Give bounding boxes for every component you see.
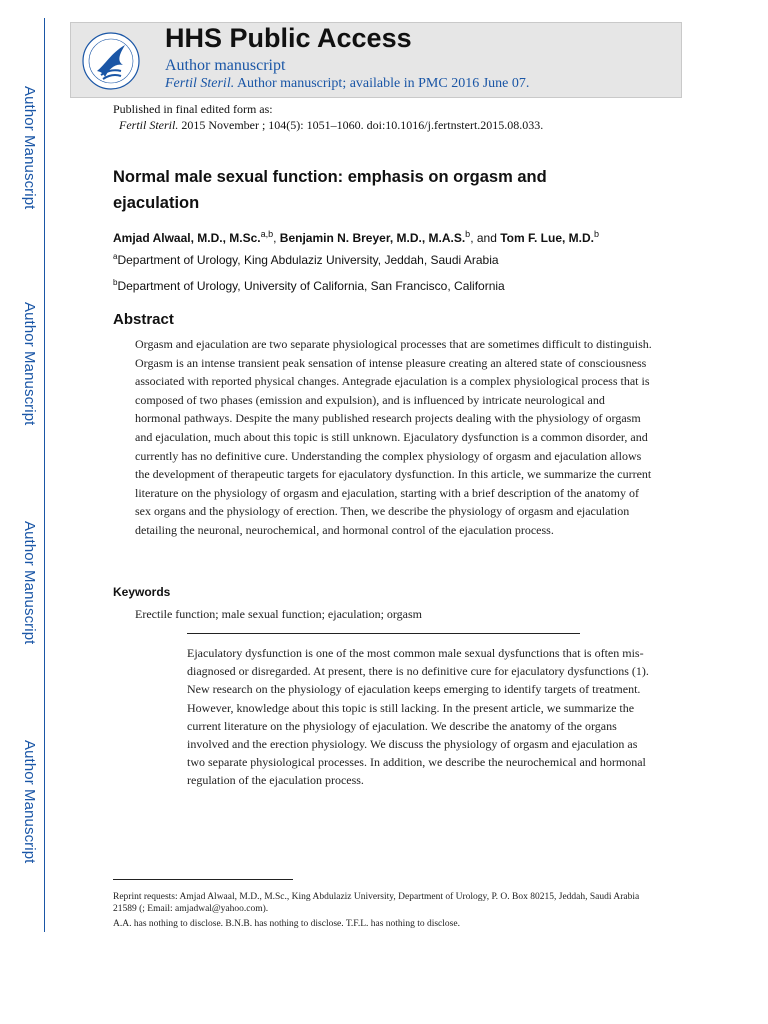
article-title: Normal male sexual function: emphasis on orgasm and ejaculation xyxy=(113,168,547,212)
affiliation-text: Department of Urology, University of California, San Francisco, California xyxy=(117,279,505,293)
hhs-eagle-seal-icon xyxy=(81,31,141,91)
affiliation xyxy=(113,252,499,267)
availability-text: Author manuscript; available in PMC 2016 June 07. xyxy=(234,76,530,91)
author-name: Tom F. Lue, M.D. xyxy=(500,231,594,245)
keywords-text: Erectile function; male sexual function; ejaculation; orgasm xyxy=(135,607,423,621)
published-note xyxy=(113,101,543,133)
author-manuscript-label: Author Manuscript xyxy=(21,302,38,426)
manuscript-subtitle: Author manuscript xyxy=(165,57,286,74)
citation xyxy=(113,117,543,133)
abstract-text: Orgasm and ejaculation are two separate physiological processes that are sometimes difficult to distinguish. Orgasm is an intense transient peak sensation of intense pleasure creating an altered state of consciousness associated with reported physical changes. Antegrade ejaculation is a complex physiological process that is composed of two phases (emission and expulsion), and is influenced by intricate neurological and hormonal pathways. Despite the many published research projects dealing with the physiology of orgasm and ejaculation, much about this topic is still unknown. Ejaculatory dysfunction is a common disorder, and currently has no definitive cure. Understanding the complex physiology of orgasm and ejaculation allows the development of therapeutic targets for ejaculatory dysfunction. In this article, we summarize the current literature on the physiology of orgasm and ejaculation, starting with a brief description of the anatomy of sex organs and the physiology of erection. Then, we describe the physiology of orgasm and ejaculation detailing the neuronal, neurochemical, and hormonal control of the ejaculation process. xyxy=(135,337,652,537)
author-manuscript-label: Author Manuscript xyxy=(21,521,38,645)
abstract-heading: Abstract xyxy=(113,311,174,328)
affiliation xyxy=(113,278,505,293)
author-list xyxy=(113,229,599,245)
author-affil-sup: b xyxy=(465,229,471,239)
citation-details: 2015 November ; 104(5): 1051–1060. doi:10.1016/j.fertnstert.2015.08.033. xyxy=(178,118,544,132)
author-name: Amjad Alwaal, M.D., M.Sc. xyxy=(113,231,261,245)
published-label: Published in final edited form as: xyxy=(113,102,273,116)
author-manuscript-label: Author Manuscript xyxy=(21,740,38,864)
author-affil-sup: a,b xyxy=(260,229,274,239)
author-affil-sup: b xyxy=(594,229,600,239)
affiliation-text: Department of Urology, King Abdulaziz University, Jeddah, Saudi Arabia xyxy=(117,253,499,267)
availability-line xyxy=(165,76,529,92)
section-divider xyxy=(187,633,580,634)
page-title: HHS Public Access xyxy=(165,23,412,53)
intro-paragraph: Ejaculatory dysfunction is one of the most common male sexual dysfunctions that is often mis-diagnosed or disregarded. At present, there is no definitive cure for ejaculatory dysfunctions (1). New research on the physiology of ejaculation keeps emerging to identify targets of treatment. However, knowledge about this topic is still lacking. In the present article, we summarize the current literature on the physiology of ejaculation. We describe the anatomy of the organs involved and the erection physiology. We discuss the physiology of orgasm and ejaculation as two separate physiological processes. In addition, we describe the neurochemical and hormonal regulation of the ejaculation process. xyxy=(187,646,649,788)
citation-journal: Fertil Steril. xyxy=(119,118,179,132)
affiliation-sup: b xyxy=(113,278,118,287)
footnote-divider xyxy=(113,879,293,880)
author-separator: , and xyxy=(470,231,501,245)
author-manuscript-label: Author Manuscript xyxy=(21,86,38,210)
margin-rule xyxy=(44,18,45,932)
journal-name: Fertil Steril. xyxy=(165,76,235,91)
keywords-heading: Keywords xyxy=(113,585,171,599)
disclosure-footnote: A.A. has nothing to disclose. B.N.B. has nothing to disclose. T.F.L. has nothing to disclose. xyxy=(113,919,460,929)
reprint-footnote: Reprint requests: Amjad Alwaal, M.D., M.Sc., King Abdulaziz University, Department of Urology, P. O. Box 80215, Jeddah, Saudi Arabia 21589 (; Email: amjadwal@yahoo.com). xyxy=(113,892,640,914)
author-name: Benjamin N. Breyer, M.D., M.A.S. xyxy=(279,231,466,245)
affiliation-sup: a xyxy=(113,252,118,261)
hhs-header xyxy=(70,22,682,98)
author-separator: , xyxy=(273,231,280,245)
